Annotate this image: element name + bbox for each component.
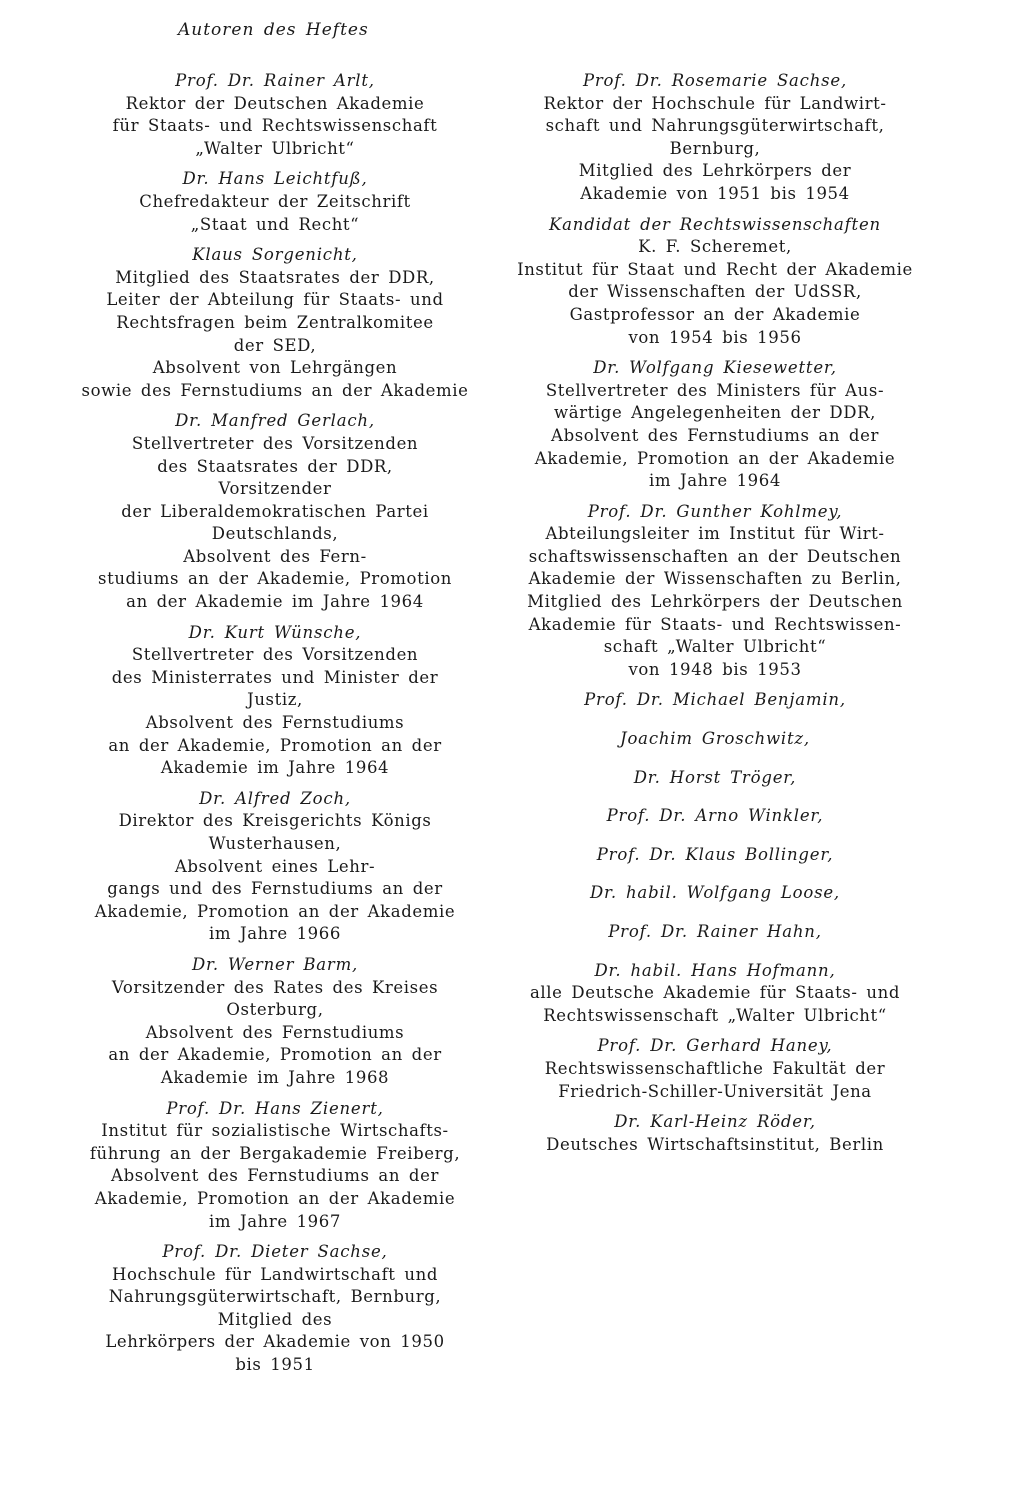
author-entry [62, 410, 488, 613]
author-description-line: von 1954 bis 1956 [628, 327, 802, 347]
author-description-line: von 1948 bis 1953 [628, 659, 802, 679]
author-description-line: schaft und Nahrungsgüterwirtschaft, [545, 116, 885, 136]
author-description-line: Stellvertreter des Ministers für Aus- [545, 380, 885, 400]
author-description-line: Hochschule für Landwirtschaft und [112, 1264, 438, 1284]
author-description-line: Akademie für Staats- und Rechtswissen- [528, 614, 902, 634]
author-description-line: Rektor der Deutschen Akademie [125, 93, 425, 113]
author-description-line: an der Akademie, Promotion an der [108, 1045, 442, 1065]
author-name: Klaus Sorgenicht, [192, 245, 358, 265]
author-description-line: studiums an der Akademie, Promotion [98, 569, 452, 589]
author-description-line: Rechtsfragen beim Zentralkomitee [116, 312, 434, 332]
author-name: Prof. Dr. Dieter Sachse, [162, 1242, 388, 1262]
author-description-line: Osterburg, [226, 1000, 324, 1020]
author-description-line: führung an der Bergakademie Freiberg, [89, 1143, 461, 1163]
author-description-line: Akademie, Promotion an der Akademie [94, 1188, 456, 1208]
author-description-line: „Staat und Recht“ [190, 214, 360, 234]
author-entry [500, 805, 930, 828]
author-description-line: bis 1951 [235, 1355, 315, 1375]
author-entry [62, 954, 488, 1090]
author-description-line: Deutschlands, [211, 524, 339, 544]
author-description-line: Abteilungsleiter im Institut für Wirt- [545, 524, 885, 544]
author-description-line: des Staatsrates der DDR, [157, 456, 393, 476]
author-name: Dr. Kurt Wünsche, [188, 622, 362, 642]
author-entry [500, 767, 930, 790]
author-description-line: Rektor der Hochschule für Landwirt- [543, 93, 887, 113]
left-column [62, 70, 488, 1385]
author-description-line: Rechtswissenschaftliche Fakultät der [544, 1058, 886, 1078]
author-entry [62, 1098, 488, 1234]
author-description-line: im Jahre 1967 [209, 1211, 341, 1231]
author-description-line: gangs und des Fernstudiums an der [107, 879, 443, 899]
author-description-line: Akademie, Promotion an der Akademie [534, 448, 896, 468]
author-description-line: Bernburg, [669, 138, 761, 158]
author-description-line: für Staats- und Rechtswissenschaft [112, 116, 438, 136]
author-description-line: Absolvent des Fernstudiums [145, 1022, 405, 1042]
author-description-line: Stellvertreter des Vorsitzenden [131, 645, 419, 665]
author-description-line: Mitglied des Staatsrates der DDR, [115, 267, 435, 287]
author-name: Prof. Dr. Klaus Bollinger, [596, 844, 834, 864]
author-name: Prof. Dr. Rainer Hahn, [608, 922, 822, 941]
author-name: Prof. Dr. Rainer Arlt, [175, 71, 375, 90]
author-entry [500, 1035, 930, 1103]
author-description-line: Chefredakteur der Zeitschrift [139, 191, 411, 211]
author-description-line: Absolvent des Fernstudiums an der [551, 425, 879, 445]
author-name: Prof. Dr. Gunther Kohlmey, [587, 501, 843, 521]
author-description-line: „Walter Ulbricht“ [195, 138, 355, 158]
author-description-line: Mitglied des Lehrkörpers der [578, 161, 852, 181]
author-description-line: Vorsitzender des Rates des Kreises [111, 977, 439, 997]
author-entry [500, 960, 930, 1028]
author-entry [500, 844, 930, 867]
author-description-line: an der Akademie im Jahre 1964 [126, 592, 424, 612]
author-name: Dr. Wolfgang Kiesewetter, [593, 358, 837, 378]
author-description-line: Lehrkörpers der Akademie von 1950 [105, 1332, 445, 1352]
author-description-line: der Wissenschaften der UdSSR, [568, 282, 862, 302]
author-description-line: Vorsitzender [218, 479, 332, 499]
author-entry [62, 622, 488, 780]
author-description-line: Friedrich-Schiller-Universität Jena [558, 1081, 872, 1101]
author-description-line: Akademie, Promotion an der Akademie [94, 901, 456, 921]
page-heading: Autoren des Heftes [178, 20, 369, 40]
author-description-line: Gastprofessor an der Akademie [569, 304, 861, 324]
author-description-line: Wusterhausen, [208, 834, 342, 853]
author-description-line: Absolvent eines Lehr- [174, 856, 376, 876]
author-description-line: an der Akademie, Promotion an der [108, 735, 442, 755]
author-entry [500, 501, 930, 682]
author-name: Prof. Dr. Arno Winkler, [606, 806, 824, 826]
author-name: Dr. Horst Tröger, [633, 767, 797, 787]
author-entry [500, 357, 930, 493]
author-description-line: Akademie im Jahre 1968 [160, 1067, 390, 1087]
author-name: Dr. Hans Leichtfuß, [182, 169, 368, 189]
author-name: Dr. Manfred Gerlach, [175, 411, 375, 431]
author-description-line: Leiter der Abteilung für Staats- und [106, 290, 444, 310]
author-description-line: im Jahre 1964 [649, 471, 781, 491]
right-column [500, 70, 930, 1164]
author-entry [500, 882, 930, 905]
author-description-line: Mitglied des Lehrkörpers der Deutschen [527, 592, 903, 612]
author-name: Prof. Dr. Hans Zienert, [166, 1098, 384, 1118]
author-description-line: sowie des Fernstudiums an der Akademie [81, 380, 469, 400]
author-entry [62, 788, 488, 946]
author-name: Prof. Dr. Michael Benjamin, [584, 690, 846, 710]
author-entry [500, 214, 930, 350]
author-description-line: des Ministerrates und Minister der [111, 667, 439, 687]
author-description-line: Institut für sozialistische Wirtschafts- [101, 1121, 449, 1141]
author-description-line: Absolvent des Fernstudiums [145, 713, 405, 733]
author-description-line: Akademie der Wissenschaften zu Berlin, [528, 569, 902, 589]
author-entry [62, 244, 488, 402]
author-description-line: Stellvertreter des Vorsitzenden [131, 433, 419, 453]
author-entry [500, 689, 930, 712]
author-description-line: wärtige Angelegenheiten der DDR, [554, 403, 876, 423]
author-entry [62, 1241, 488, 1377]
author-entry [62, 70, 488, 160]
author-description-line: K. F. Scheremet, [638, 237, 792, 257]
author-description-line: Institut für Staat und Recht der Akademie [517, 259, 913, 279]
author-description-line: schaftswissenschaften an der Deutschen [528, 546, 902, 566]
author-description-line: Akademie von 1951 bis 1954 [580, 183, 850, 203]
author-description-line: Deutsches Wirtschaftsinstitut, Berlin [546, 1134, 884, 1154]
author-entry [500, 70, 930, 206]
author-description-line: Absolvent von Lehrgängen [152, 358, 398, 378]
author-name: Joachim Groschwitz, [620, 729, 810, 749]
author-description-line: der SED, [233, 335, 317, 355]
author-description-line: Absolvent des Fern- [183, 546, 367, 566]
author-description-line: Mitglied des [217, 1309, 333, 1329]
author-name: Prof. Dr. Rosemarie Sachse, [582, 71, 848, 90]
author-name: Dr. Karl-Heinz Röder, [614, 1112, 816, 1132]
author-description-line: Nahrungsgüterwirtschaft, Bernburg, [108, 1287, 442, 1307]
author-name: Prof. Dr. Gerhard Haney, [597, 1036, 833, 1056]
author-entry [500, 728, 930, 751]
author-description-line: Rechtswissenschaft „Walter Ulbricht“ [543, 1005, 887, 1025]
author-entry [500, 1111, 930, 1156]
author-name: Kandidat der Rechtswissenschaften [549, 214, 881, 234]
author-description-line: Absolvent des Fernstudiums an der [111, 1166, 439, 1186]
author-name: Dr. habil. Hans Hofmann, [594, 960, 836, 980]
author-description-line: Akademie im Jahre 1964 [160, 758, 390, 778]
author-entry [62, 168, 488, 236]
author-description-line: im Jahre 1966 [209, 924, 341, 944]
author-name: Dr. habil. Wolfgang Loose, [590, 883, 840, 903]
author-description-line: schaft „Walter Ulbricht“ [603, 637, 827, 657]
author-name: Dr. Alfred Zoch, [199, 788, 351, 808]
author-name: Dr. Werner Barm, [191, 954, 359, 974]
author-description-line: alle Deutsche Akademie für Staats- und [529, 983, 900, 1003]
author-description-line: der Liberaldemokratischen Partei [121, 501, 429, 521]
author-description-line: Justiz, [247, 690, 303, 710]
author-entry [500, 921, 930, 944]
author-description-line: Direktor des Kreisgerichts Königs [118, 811, 432, 831]
